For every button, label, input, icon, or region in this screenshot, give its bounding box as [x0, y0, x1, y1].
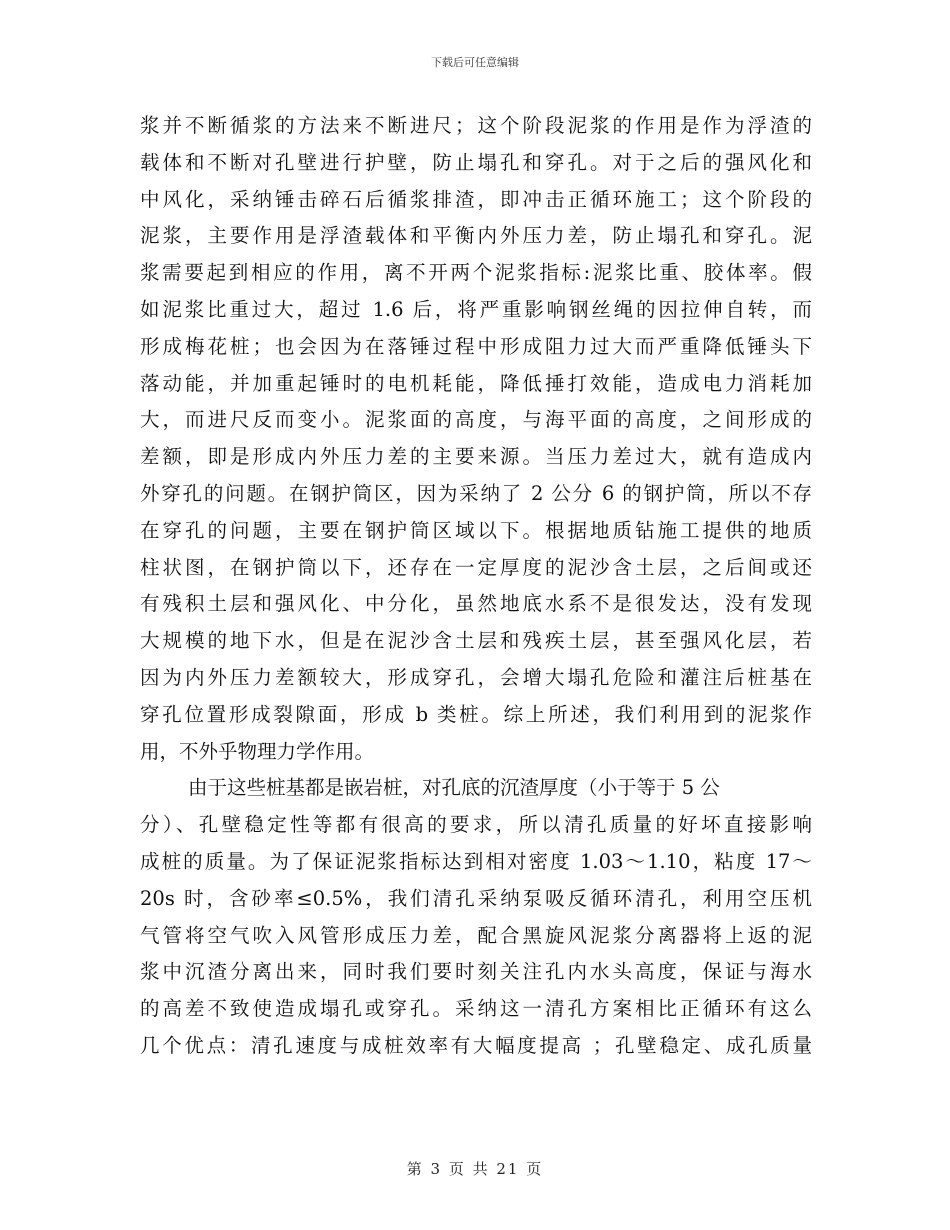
paragraph-1-line: 有残积土层和强风化、中分化，虽然地底水系不是很发达，没有发现 — [140, 592, 812, 616]
paragraph-2-line: 气管将空气吹入风管形成压力差，配合黑旋风泥浆分离器将上返的泥 — [140, 923, 812, 947]
paragraph-1-line: 因为内外压力差额较大，形成穿孔，会增大塌孔危险和灌注后桩基在 — [140, 665, 812, 689]
paragraph-2-line: 浆中沉渣分离出来，同时我们要时刻关注孔内水头高度，保证与海水 — [140, 960, 812, 984]
paragraph-1-line: 在穿孔的问题，主要在钢护筒区域以下。根据地质钻施工提供的地质 — [140, 518, 812, 542]
paragraph-1-line: 柱状图，在钢护筒以下，还存在一定厚度的泥沙含土层，之后间或还 — [140, 555, 812, 579]
paragraph-1-line: 载体和不断对孔壁进行护壁，防止塌孔和穿孔。对于之后的强风化和 — [140, 150, 812, 174]
page-footer: 第 3 页 共 21 页 — [406, 1160, 544, 1178]
paragraph-2-line: 几个优点：清孔速度与成桩效率有大幅度提高 ；孔壁稳定、成孔质量 — [140, 1033, 812, 1057]
paragraph-1-line: 浆需要起到相应的作用，离不开两个泥浆指标:泥浆比重、胶体率。假 — [140, 261, 812, 285]
page-header: 下载后可任意编辑 — [431, 56, 519, 69]
paragraph-2-line: 成桩的质量。为了保证泥浆指标达到相对密度 1.03～1.10，粘度 17～ — [140, 849, 812, 873]
paragraph-1-line: 形成梅花桩；也会因为在落锤过程中形成阻力过大而严重降低锤头下 — [140, 334, 812, 358]
paragraph-1-line: 浆并不断循浆的方法来不断进尺；这个阶段泥浆的作用是作为浮渣的 — [140, 114, 812, 137]
paragraph-1-line: 泥浆，主要作用是浮渣载体和平衡内外压力差，防止塌孔和穿孔。泥 — [140, 224, 812, 248]
paragraph-1-line: 落动能，并加重起锤时的电机耗能，降低捶打效能，造成电力消耗加 — [140, 371, 812, 395]
paragraph-1-line: 如泥浆比重过大，超过 1.6 后，将严重影响钢丝绳的因拉伸自转，而 — [140, 297, 812, 321]
paragraph-1-line: 外穿孔的问题。在钢护筒区，因为采纳了 2 公分 6 的钢护筒，所以不存 — [140, 481, 812, 505]
paragraph-2-line: 由于这些桩基都是嵌岩桩，对孔底的沉渣厚度（小于等于 5 公 — [188, 776, 720, 800]
paragraph-1-line: 大规模的地下水，但是在泥沙含土层和残疾土层，甚至强风化层，若 — [140, 629, 812, 653]
document-body — [140, 108, 812, 1065]
paragraph-1-line: 穿孔位置形成裂隙面，形成 b 类桩。综上所述，我们利用到的泥浆作 — [140, 702, 812, 726]
paragraph-2-line: 分）、孔壁稳定性等都有很高的要求，所以清孔质量的好坏直接影响 — [140, 813, 812, 837]
paragraph-1-line: 用，不外乎物理力学作用。 — [140, 739, 375, 763]
paragraph-2-line: 20s 时，含砂率≤0.5%，我们清孔采纳泵吸反循环清孔，利用空压机 — [140, 886, 812, 910]
paragraph-1-line: 大，而进尺反而变小。泥浆面的高度，与海平面的高度，之间形成的 — [140, 408, 812, 432]
paragraph-2-line: 的高差不致使造成塌孔或穿孔。采纳这一清孔方案相比正循环有这么 — [140, 997, 812, 1021]
paragraph-1-line: 中风化，采纳锤击碎石后循浆排渣，即冲击正循环施工；这个阶段的 — [140, 187, 812, 211]
paragraph-1-line: 差额，即是形成内外压力差的主要来源。当压力差过大，就有造成内 — [140, 445, 812, 469]
